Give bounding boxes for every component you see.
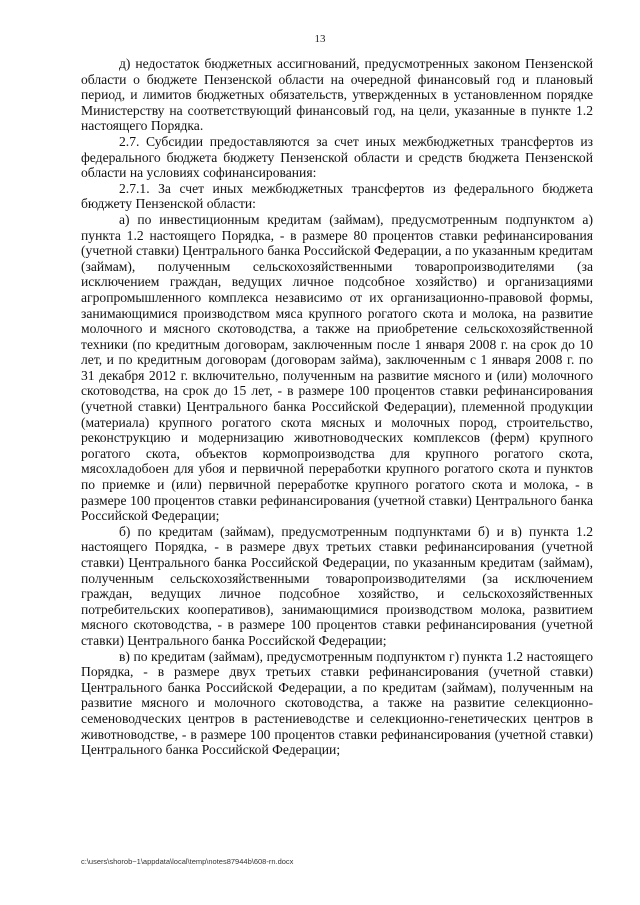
paragraph-2-7-1: 2.7.1. За счет иных межбюджетных трансфертов из федерального бюджета бюджету Пензенской области: <box>81 180 593 212</box>
paragraph-v: в) по кредитам (займам), предусмотренным подпунктом г) пункта 1.2 настоящего Порядка, - в размере двух третьих ставки рефинансирования (учетной ставки) Центрального банка Российской Федерации, а по кредитам (займам), полученным на развитие мясного и молочного скотоводства, а также на развитие селекционно-семеноводческих центров в растениеводстве и селекционно-генетических центров в животноводстве, - в размере 100 процентов ставки рефинансирования (учетной ставки) Центрального банка Российской Федерации; <box>81 648 593 758</box>
paragraph-a: а) по инвестиционным кредитам (займам), предусмотренным подпунктом а) пункта 1.2 настоящего Порядка, - в размере 80 процентов ставки рефинансирования (учетной ставки) Центрального банка Российской Федерации, а по указанным кредитам (займам), полученным сельскохозяйственными товаропроизводителями (за исключением граждан, ведущих личное подсобное хозяйство) и организациями агропромышленного комплекса независимо от их организационно-правовой формы, занимающимися производством мяса крупного рогатого скота и молока, на развитие молочного и мясного скотоводства, а также на приобретение сельскохозяйственной техники (по кредитным договорам, заключенным после 1 января 2008 г. на срок до 10 лет, и по кредитным договорам (договорам займа), заключенным с 1 января 2008 г. по 31 декабря 2012 г. включительно, полученным на развитие мясного и (или) молочного скотоводства, на срок до 15 лет, - в размере 100 процентов ставки рефинансирования (учетной ставки) Центрального банка Российской Федерации), племенной продукции (материала) крупного рогатого скота мясных и молочных пород, строительство, реконструкцию и модернизацию животноводческих комплексов (ферм) крупного рогатого скота, объектов кормопроизводства для крупного рогатого скота, мясохладобоен для убоя и первичной переработки крупного рогатого скота и пунктов по приемке и (или) первичной переработке крупного рогатого скота и молока, - в размере 100 процентов ставки рефинансирования (учетной ставки) Центрального банка Российской Федерации; <box>81 211 593 524</box>
footer-file-path: c:\users\shorob~1\appdata\local\temp\notes87944b\608-rn.docx <box>81 857 294 866</box>
paragraph-2-7: 2.7. Субсидии предоставляются за счет иных межбюджетных трансфертов из федерального бюджета бюджету Пензенской области и средств бюджета Пензенской области на условиях софинансирования: <box>81 133 593 181</box>
paragraph-d: д) недостаток бюджетных ассигнований, предусмотренных законом Пензенской области о бюджете Пензенской области на очередной финансовый год и плановый период, и лимитов бюджетных обязательств, утвержденных в установленном порядке Министерству на соответствующий финансовый год, на цели, указанные в пункте 1.2 настоящего Порядка. <box>81 56 593 134</box>
paragraph-b: б) по кредитам (займам), предусмотренным подпунктами б) и в) пункта 1.2 настоящего Порядка, - в размере двух третьих ставки рефинансирования (учетной ставки) Центрального банка Российской Федерации, по указанным кредитам (займам), полученным сельскохозяйственными товаропроизводителями (за исключением граждан, ведущих личное подсобное хозяйство, и сельскохозяйственных потребительских кооперативов), занимающимися производством молока, развитием мясного скотоводства, - в размере 100 процентов ставки рефинансирования (учетной ставки) Центрального банка Российской Федерации; <box>81 523 593 648</box>
document-body <box>81 56 593 758</box>
page-number: 13 <box>314 33 326 45</box>
